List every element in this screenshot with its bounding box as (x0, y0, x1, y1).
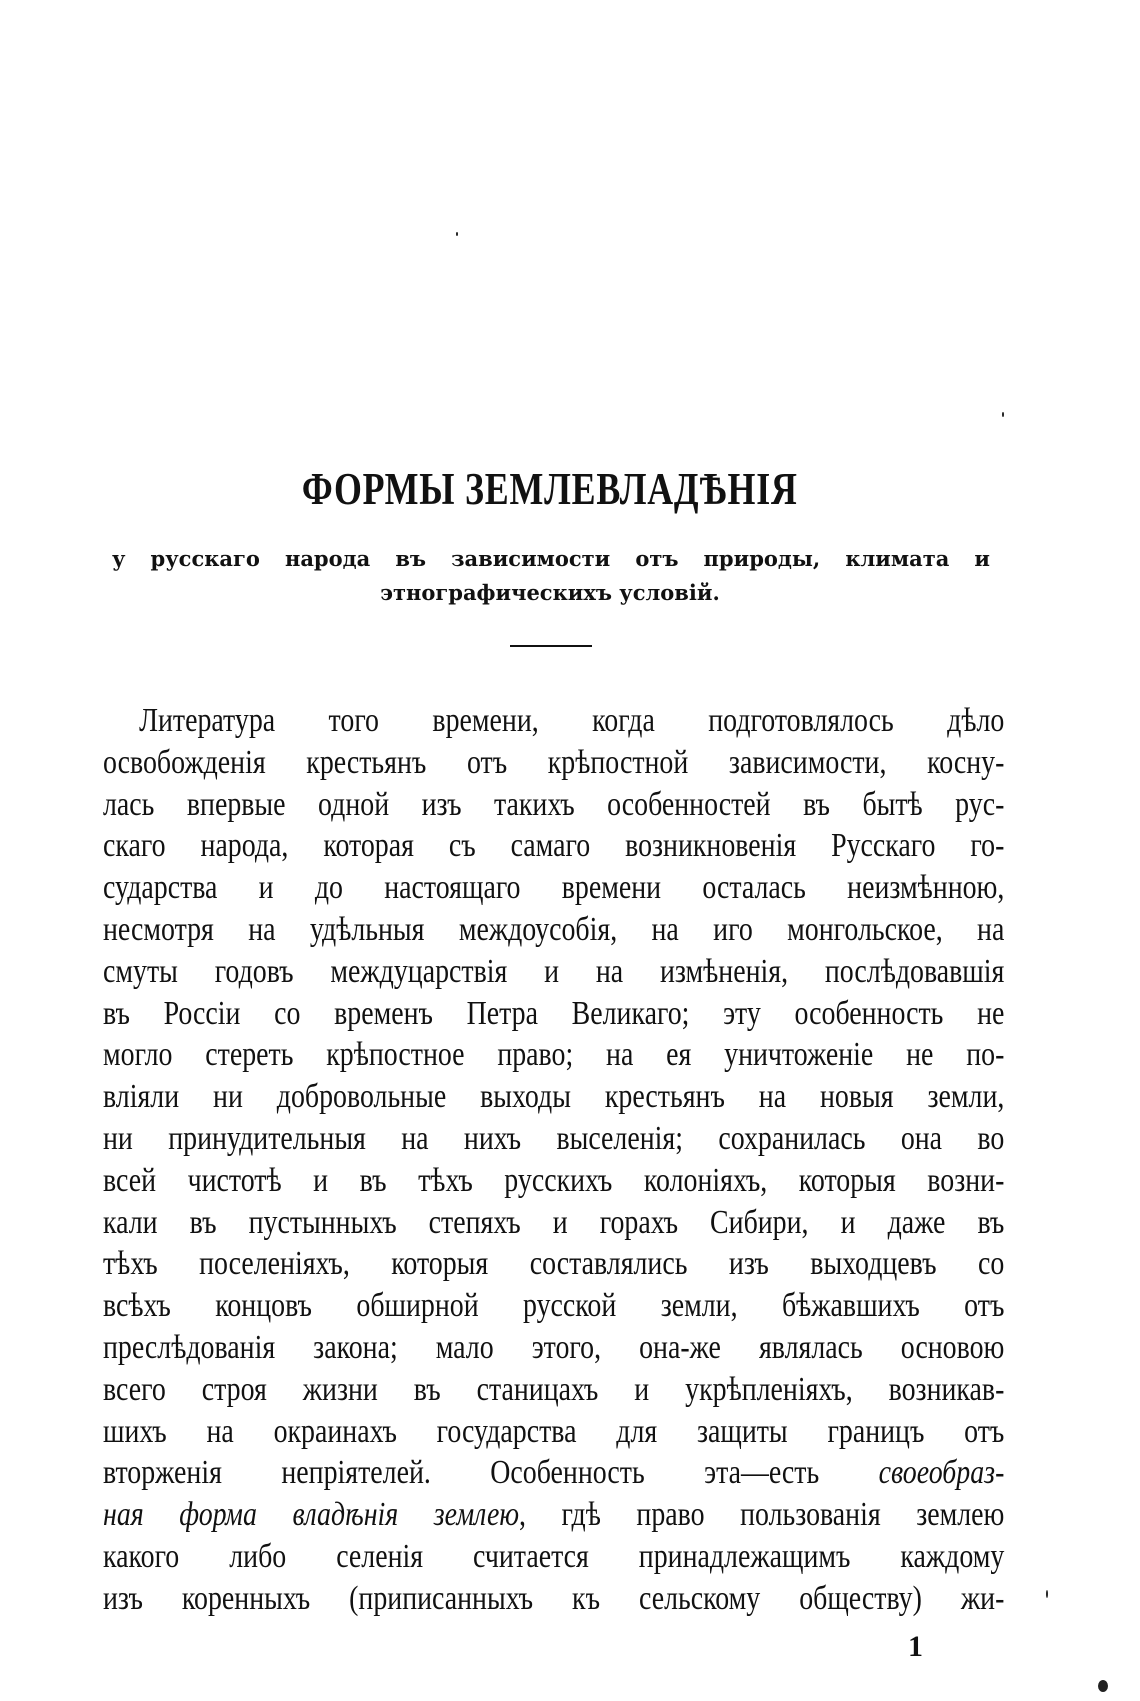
text-line-content (103, 1285, 1004, 1327)
line-text: изъ коренныхъ (приписанныхъ къ сельскому обществу) жи- (103, 1579, 1005, 1617)
text-line (103, 1494, 1004, 1536)
text-line-content (103, 867, 1004, 909)
text-line (103, 951, 1004, 993)
line-text: лась впервые одной изъ такихъ особенностей въ бытѣ рус- (103, 785, 1005, 823)
text-line-content (103, 1160, 1004, 1202)
line-text: всего строя жизни въ станицахъ и укрѣпленіяхъ, возникав- (103, 1370, 1005, 1408)
line-text: преслѣдованія закона; мало этого, она-же являлась основою (103, 1328, 1005, 1366)
line-text: всей чистотѣ и въ тѣхъ русскихъ колоніяхъ, которыя возни- (103, 1161, 1005, 1199)
line-text: тѣхъ поселеніяхъ, которыя составлялись изъ выходцевъ со (103, 1245, 1005, 1283)
section-divider (510, 645, 592, 647)
text-line-content (103, 1578, 1004, 1620)
scan-speck (456, 232, 458, 236)
line-text: Литература того времени, когда подготовлялось дѣло (139, 702, 1005, 739)
line-text: кали въ пустынныхъ степяхъ и горахъ Сибири, и даже въ (103, 1203, 1005, 1241)
line-text: , гдѣ право пользованія землею (519, 1496, 1005, 1534)
text-line-content (103, 742, 1004, 784)
text-line-content (103, 993, 1004, 1035)
text-line (103, 1202, 1004, 1244)
line-text: въ Россіи со временъ Петра Великаго; эту особенность не (103, 994, 1005, 1032)
text-line (103, 1452, 1004, 1494)
text-line (103, 993, 1004, 1035)
line-text: какого либо селенія считается принадлежащимъ каждому (103, 1537, 1005, 1575)
text-line (103, 1536, 1004, 1578)
page-number: 1 (908, 1630, 923, 1663)
text-line (103, 909, 1004, 951)
line-text: вторженія непріятелей. Особенность эта—есть (103, 1454, 879, 1492)
text-line-content (103, 1327, 1004, 1369)
text-line (103, 784, 1004, 826)
italic-text: своеобраз- (878, 1454, 1005, 1492)
text-line-content (103, 1536, 1004, 1578)
line-text: освобожденія крестьянъ отъ крѣпостной зависимости, косну- (103, 743, 1005, 781)
subtitle-line-2: этнографическихъ условій. (380, 580, 720, 605)
text-line (103, 1118, 1004, 1160)
text-line-content (103, 1494, 1004, 1536)
text-line (103, 1369, 1004, 1411)
text-line-content (103, 1118, 1004, 1160)
line-text: ни принудительныя на нихъ выселенія; сохранилась она во (103, 1119, 1005, 1157)
text-line-content (103, 1202, 1004, 1244)
text-line-content (103, 951, 1004, 993)
text-line (103, 700, 1004, 742)
text-line-content (103, 1369, 1004, 1411)
text-line-content (103, 700, 1004, 742)
text-line (103, 1327, 1004, 1369)
line-text: шихъ на окраинахъ государства для защиты границъ отъ (103, 1412, 1005, 1450)
text-line (103, 1578, 1004, 1620)
text-line-content (103, 784, 1004, 826)
chapter-title (0, 462, 1100, 515)
text-line (103, 825, 1004, 867)
line-text: несмотря на удѣльныя междоусобія, на иго монгольское, на (103, 910, 1005, 948)
line-text: скаго народа, которая съ самаго возникновенія Русскаго го- (103, 827, 1005, 865)
text-line-content (103, 825, 1004, 867)
text-line (103, 1411, 1004, 1453)
text-line (103, 867, 1004, 909)
body-text (103, 700, 1004, 1620)
text-line-content (103, 1243, 1004, 1285)
chapter-title-text: ФОРМЫ ЗЕМЛЕВЛАДѢНІЯ (302, 463, 798, 514)
line-text: сударства и до настоящаго времени осталась неизмѣнною, (103, 869, 1005, 907)
text-line-content (103, 1452, 1004, 1494)
text-line-content (103, 1034, 1004, 1076)
text-line (103, 1285, 1004, 1327)
line-text: могло стереть крѣпостное право; на ея уничтоженіе не по- (103, 1036, 1005, 1074)
text-line (103, 1243, 1004, 1285)
text-line (103, 1160, 1004, 1202)
text-line-content (103, 1411, 1004, 1453)
text-line (103, 1034, 1004, 1076)
line-text: смуты годовъ междуцарствія и на измѣненія, послѣдовавшія (103, 952, 1005, 990)
scan-speck (1046, 1590, 1048, 1598)
text-line-content (103, 909, 1004, 951)
line-text: вліяли ни добровольные выходы крестьянъ на новыя земли, (103, 1078, 1005, 1116)
text-line (103, 742, 1004, 784)
line-text: всѣхъ концовъ обширной русской земли, бѣжавшихъ отъ (103, 1287, 1005, 1325)
italic-text: ная форма владѣнія землею (103, 1496, 520, 1534)
scan-speck (1002, 412, 1004, 417)
subtitle-line-1: у русскаго народа въ зависимости отъ природы, климата и (112, 546, 990, 571)
text-line (103, 1076, 1004, 1118)
text-line-content (103, 1076, 1004, 1118)
scan-speck (1098, 1680, 1108, 1692)
